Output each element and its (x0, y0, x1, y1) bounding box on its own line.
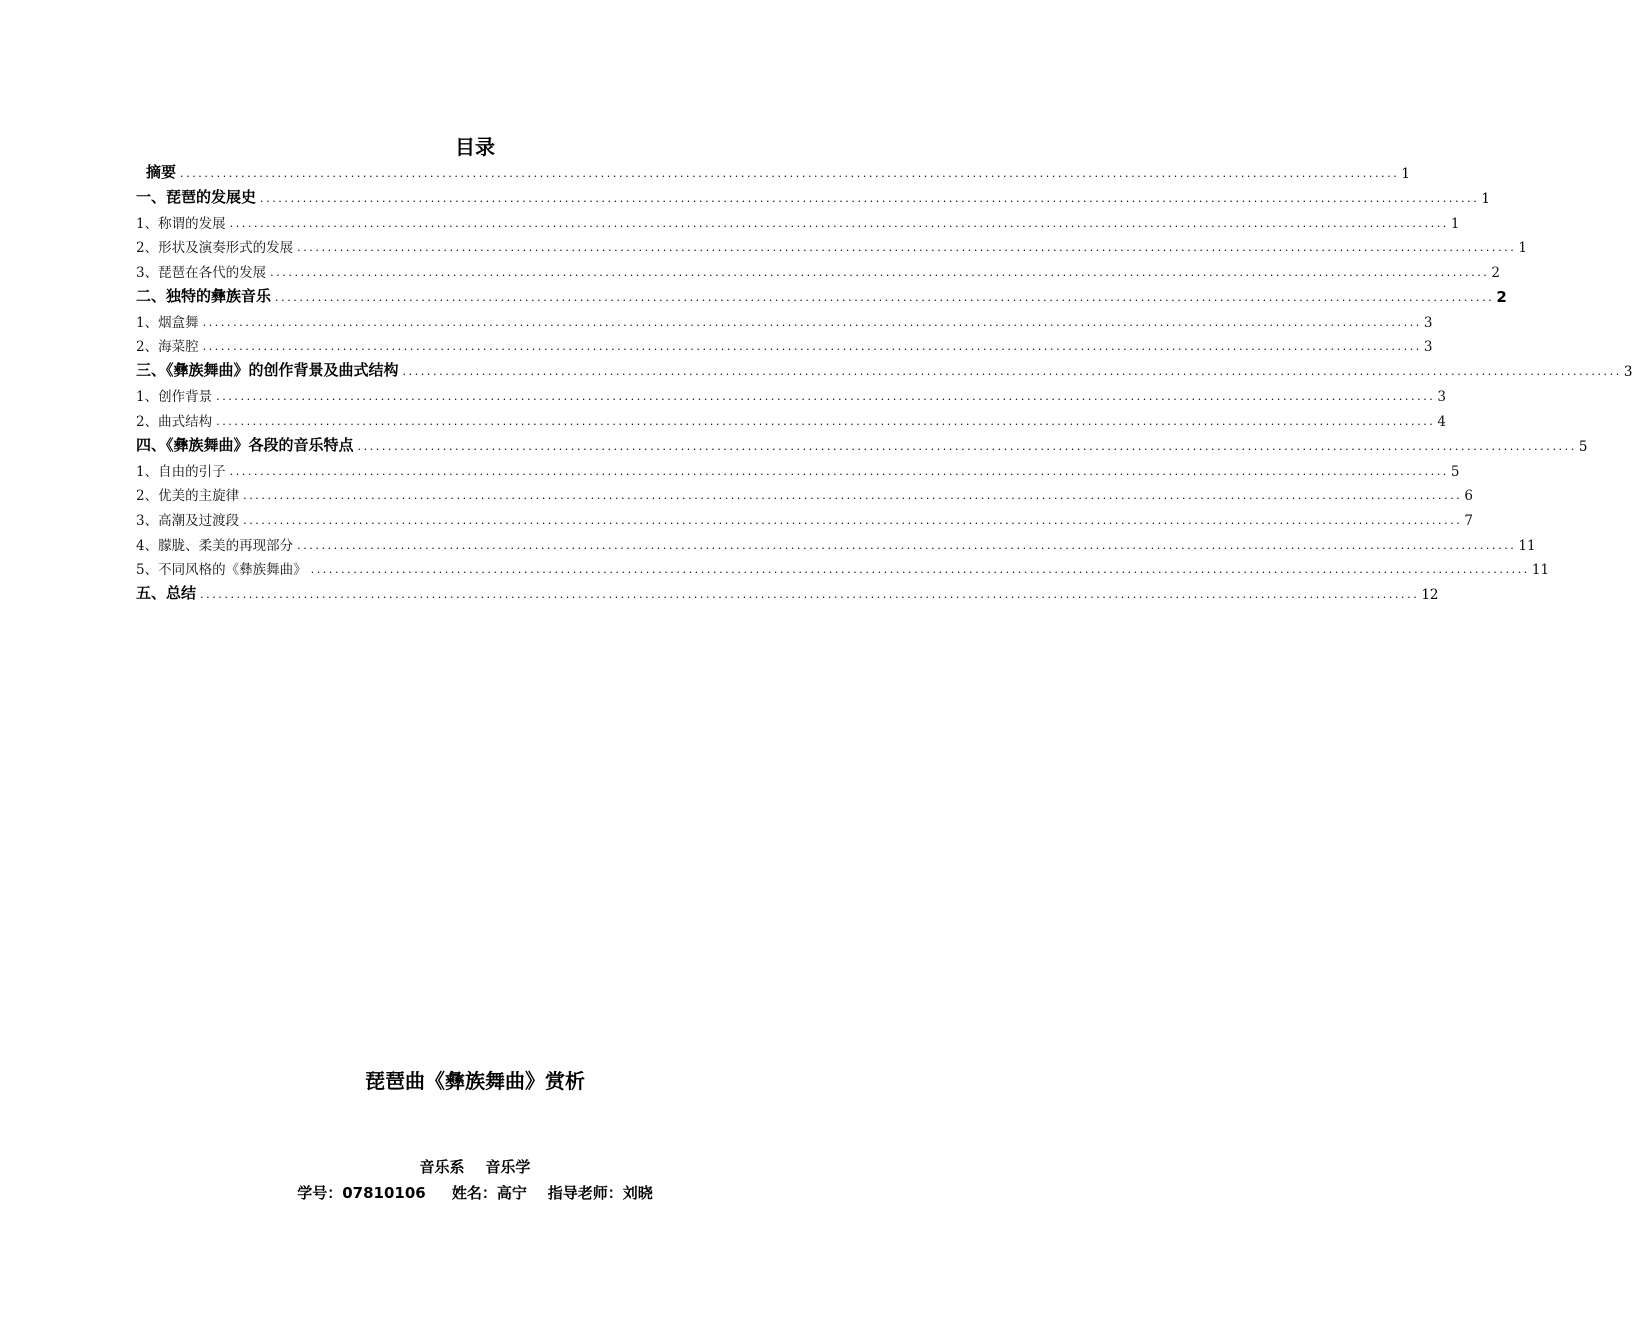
toc-entry-label: 3、高潮及过渡段 (136, 513, 240, 529)
toc-entry (136, 333, 1433, 355)
toc-dot-leader: ........................................................................................................................................................................................................ (260, 192, 1480, 205)
toc-entry-page: 1 (1481, 191, 1490, 207)
toc-entry (136, 259, 1501, 281)
toc-entry-label: 2、曲式结构 (136, 414, 213, 430)
toc-entry (136, 408, 1447, 430)
toc-entry (136, 532, 1536, 554)
toc-entry (136, 433, 1588, 455)
toc-entry (136, 358, 1632, 380)
toc-entry-page: 3 (1423, 339, 1433, 355)
toc-dot-leader: ........................................................................................................................................................................................................ (200, 588, 1420, 601)
toc-entry-label: 一、琵琶的发展史 (136, 188, 257, 206)
toc-entry-label: 5、不同风格的《彝族舞曲》 (136, 562, 307, 578)
toc-title: 目录 (455, 135, 495, 159)
toc-dot-leader: ........................................................................................................................................................................................................ (243, 489, 1463, 502)
toc-entry-page: 5 (1578, 439, 1588, 455)
toc-entry-label: 五、总结 (136, 584, 197, 602)
toc-entry-label: 2、形状及演奏形式的发展 (136, 240, 294, 256)
toc-dot-leader: ........................................................................................................................................................................................................ (216, 390, 1436, 403)
toc-dot-leader: ........................................................................................................................................................................................................ (270, 266, 1490, 279)
toc-entry (136, 309, 1433, 331)
toc-entry (136, 185, 1490, 207)
toc-entry-page: 1 (1450, 216, 1460, 232)
toc-entry-label: 2、优美的主旋律 (136, 488, 240, 504)
toc-entry-label: 四、《彝族舞曲》各段的音乐特点 (136, 436, 354, 454)
toc-entry-label: 2、海菜腔 (136, 339, 199, 355)
toc-entry-label: 1、自由的引子 (136, 464, 226, 480)
toc-entry (136, 458, 1460, 480)
toc-entry (136, 383, 1447, 405)
toc-entry (136, 556, 1550, 578)
toc-dot-leader: ........................................................................................................................................................................................................ (310, 563, 1530, 576)
department-line: 音乐系 音乐学 (419, 1158, 531, 1176)
toc-entry-page: 3 (1623, 364, 1632, 380)
toc-entry-page: 2 (1496, 288, 1507, 306)
student-info-line: 学号：07810106 姓名：高宁 指导老师：刘晓 (297, 1184, 653, 1202)
toc-entry-label: 二、独特的彝族音乐 (136, 287, 272, 305)
toc-dot-leader: ........................................................................................................................................................................................................ (202, 316, 1422, 329)
toc-entry (136, 507, 1474, 529)
toc-entry (136, 160, 1410, 182)
toc-entry-page: 2 (1491, 265, 1501, 281)
toc-entry-label: 摘要 (146, 163, 177, 181)
toc-entry-page: 5 (1450, 464, 1460, 480)
toc-entry-label: 4、朦胧、柔美的再现部分 (136, 538, 294, 554)
toc-dot-leader: ........................................................................................................................................................................................................ (243, 514, 1463, 527)
toc-entry-label: 1、创作背景 (136, 389, 213, 405)
toc-dot-leader: ........................................................................................................................................................................................................ (202, 340, 1422, 353)
toc-entry-page: 4 (1437, 414, 1447, 430)
toc-entry-page: 3 (1437, 389, 1447, 405)
toc-entry-page: 1 (1401, 166, 1410, 182)
toc-entry (136, 284, 1507, 306)
toc-dot-leader: ........................................................................................................................................................................................................ (297, 539, 1517, 552)
toc-entry (136, 482, 1474, 504)
toc-entry-label: 三、《彝族舞曲》的创作背景及曲式结构 (136, 361, 399, 379)
toc-entry-page: 12 (1421, 587, 1439, 603)
toc-dot-leader: ........................................................................................................................................................................................................ (297, 241, 1517, 254)
toc-entry-page: 6 (1464, 488, 1474, 504)
toc-entry-label: 3、琵琶在各代的发展 (136, 265, 267, 281)
toc-dot-leader: ........................................................................................................................................................................................................ (357, 440, 1577, 453)
toc-entry-page: 3 (1423, 315, 1433, 331)
toc-entry-page: 11 (1518, 538, 1536, 554)
toc-dot-leader: ........................................................................................................................................................................................................ (180, 167, 1400, 180)
toc-dot-leader: ........................................................................................................................................................................................................ (402, 365, 1622, 378)
toc-entry-page: 7 (1464, 513, 1474, 529)
toc-dot-leader: ........................................................................................................................................................................................................ (275, 291, 1495, 304)
toc-dot-leader: ........................................................................................................................................................................................................ (229, 217, 1449, 230)
toc-entry (136, 210, 1460, 232)
toc-dot-leader: ........................................................................................................................................................................................................ (229, 465, 1449, 478)
toc-entry (136, 234, 1528, 256)
document-title: 琵琶曲《彝族舞曲》赏析 (365, 1069, 585, 1093)
toc-entry-page: 1 (1518, 240, 1528, 256)
toc-entry (136, 581, 1439, 603)
toc-entry-label: 1、称谓的发展 (136, 216, 226, 232)
toc-entry-label: 1、烟盒舞 (136, 315, 199, 331)
toc-entry-page: 11 (1531, 562, 1550, 578)
toc-dot-leader: ........................................................................................................................................................................................................ (216, 415, 1436, 428)
